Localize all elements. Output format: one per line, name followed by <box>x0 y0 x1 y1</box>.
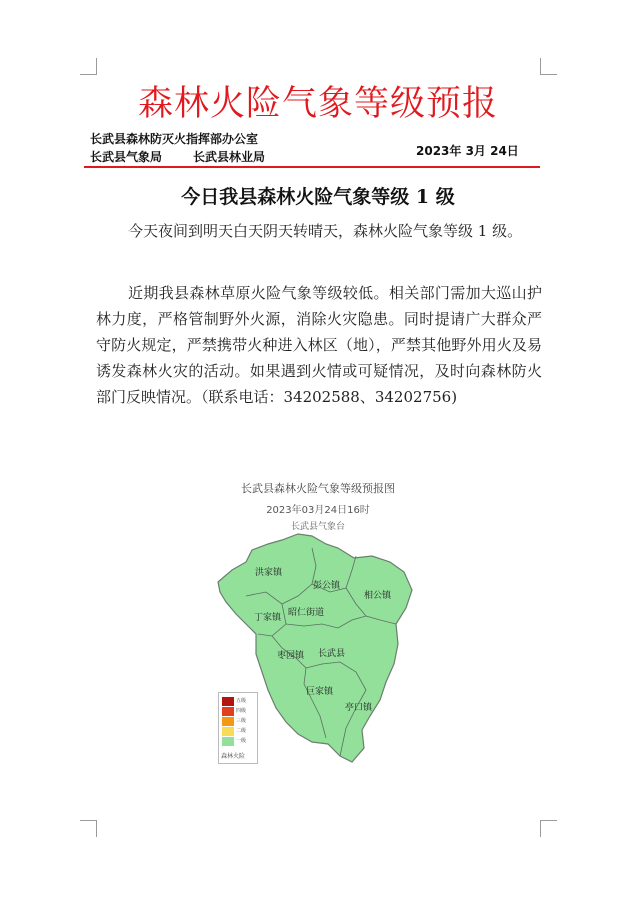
map-legend <box>218 692 258 764</box>
region-label-jujia: 巨家镇 <box>306 687 334 697</box>
region-label-zaoyuan: 枣园镇 <box>277 651 305 661</box>
headline: 今日我县森林火险气象等级 1 级 <box>181 186 455 208</box>
issue-date: 2023年 3月 24日 <box>416 144 519 158</box>
map-source: 长武县气象台 <box>290 522 345 532</box>
region-label-tingkou: 亭口镇 <box>345 703 373 713</box>
legend-label: 一级 <box>236 738 247 744</box>
region-label-zhaoren: 昭仁街道 <box>288 608 325 618</box>
legend-label: 四级 <box>236 708 247 714</box>
legend-swatch <box>222 707 234 716</box>
legend-item <box>222 697 256 706</box>
advisory-paragraph: 近期我县森林草原火险气象等级较低。相关部门需加大巡山护林力度，严格管制野外火源，消除火灾隐患。同时提请广大群众严守防火规定，严禁携带火种进入林区（地），严禁其他野外用火及易诱发森林火灾的活动。如果遇到火情或可疑情况，及时向森林防火部门反映情况。（联系电话：34202588、34202756) <box>96 284 542 406</box>
legend-item <box>222 717 256 726</box>
region-label-changwu: 长武县 <box>318 649 346 659</box>
legend-caption: 森林火险 <box>221 753 246 760</box>
region-label-hongjia: 洪家镇 <box>255 568 283 578</box>
legend-label: 五级 <box>236 698 247 704</box>
region-label-penggong: 彭公镇 <box>313 581 341 591</box>
region-label-dingjia: 丁家镇 <box>254 613 282 623</box>
legend-swatch <box>222 737 234 746</box>
legend-swatch <box>222 717 234 726</box>
issuer-forestry-bureau: 长武县林业局 <box>193 150 266 164</box>
legend-item <box>222 727 256 736</box>
forecast-paragraph: 今天夜间到明天白天阴天转晴天，森林火险气象等级 1 级。 <box>128 222 523 240</box>
document-title: 森林火险气象等级预报 <box>137 84 498 124</box>
region-label-xianggong: 相公镇 <box>364 591 392 601</box>
issuer-command-office: 长武县森林防灭火指挥部办公室 <box>90 132 259 146</box>
map-title: 长武县森林火险气象等级预报图 <box>241 482 395 495</box>
legend-swatch <box>222 697 234 706</box>
legend-label: 三级 <box>236 718 247 724</box>
legend-item <box>222 737 256 746</box>
legend-item <box>222 707 256 716</box>
legend-swatch <box>222 727 234 736</box>
issuer-weather-bureau: 长武县气象局 <box>90 150 163 164</box>
map-time: 2023年03月24日16时 <box>266 505 370 516</box>
legend-label: 二级 <box>236 728 247 734</box>
